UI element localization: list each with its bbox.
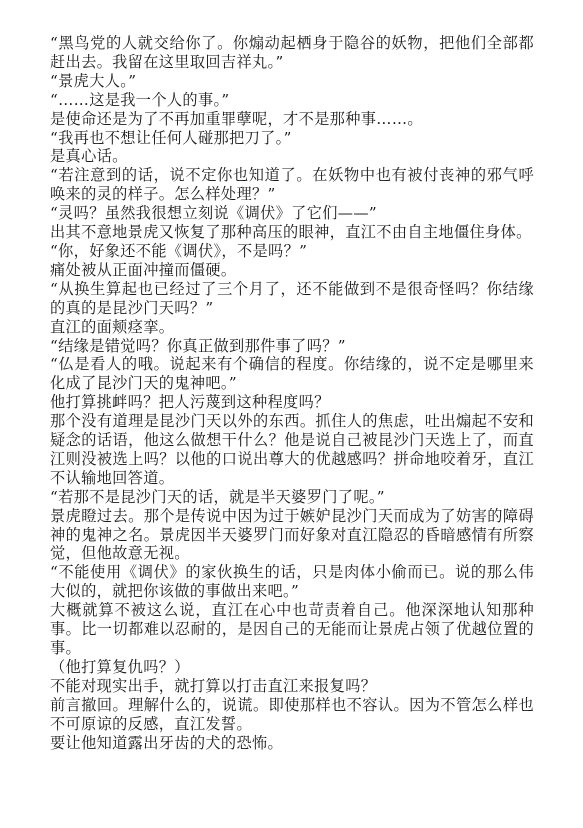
- document-page: [50, 34, 534, 752]
- paragraph: 直江的面颊痉挛。: [50, 317, 175, 336]
- paragraph: 前言撤回。理解什么的，说谎。即使那样也不容认。因为不管怎么样也不可原谅的反感，直江发誓。: [50, 695, 534, 733]
- paragraph: “从换生算起也已经过了三个月了，还不能做到不是很奇怪吗？你结缘的真的是昆沙门天吗？”: [50, 279, 534, 317]
- paragraph: 景虎瞪过去。那个是传说中因为过于嫉妒昆沙门天而成为了妨害的障碍神的鬼神之名。景虎因半天婆罗门而好象对直江隐忍的昏暗感情有所察觉，但他故意无视。: [50, 506, 534, 563]
- paragraph: “若注意到的话，说不定你也知道了。在妖物中也有被付丧神的邪气呼唤来的灵的样子。怎么样处理？”: [50, 166, 534, 204]
- paragraph: “若那不是昆沙门天的话，就是半天婆罗门了呢。”: [50, 487, 385, 506]
- paragraph: 痛处被从正面冲撞而僵硬。: [50, 260, 237, 279]
- paragraph: “结缘是错觉吗？你真正做到那件事了吗？”: [50, 336, 346, 355]
- paragraph: “灵吗？虽然我很想立刻说《调伏》了它们——”: [50, 204, 377, 223]
- paragraph: （他打算复仇吗？）: [50, 657, 190, 676]
- paragraph: “……这是我一个人的事。”: [50, 90, 230, 109]
- paragraph: “仏是看人的哦。说起来有个确信的程度。你结缘的，说不定是哪里来化成了昆沙门天的鬼神吧。”: [50, 355, 534, 393]
- paragraph: 他打算挑衅吗？把人污蔑到这种程度吗？: [50, 393, 330, 412]
- paragraph: 是真心话。: [50, 147, 128, 166]
- paragraph: 是使命还是为了不再加重罪孽呢，才不是那种事……。: [50, 109, 423, 128]
- paragraph: “黑鸟党的人就交给你了。你煽动起栖身于隐谷的妖物，把他们全部都赶出去。我留在这里取回吉祥丸。”: [50, 34, 534, 71]
- paragraph: “不能使用《调伏》的家伙换生的话，只是肉体小偷而已。说的那么伟大似的，就把你该做的事做出来吧。”: [50, 563, 534, 601]
- paragraph: 大概就算不被这么说，直江在心中也苛责着自己。他深深地认知那种事。比一切都难以忍耐的，是因自己的无能而让景虎占领了优越位置的事。: [50, 601, 534, 657]
- paragraph: 出其不意地景虎又恢复了那种高压的眼神，直江不由自主地僵住身体。: [50, 223, 532, 242]
- paragraph: 要让他知道露出牙齿的犬的恐怖。: [50, 733, 284, 752]
- paragraph: “景虎大人。”: [50, 71, 137, 90]
- paragraph: 不能对现实出手，就打算以打击直江来报复吗？: [50, 676, 377, 695]
- paragraph: 那个没有道理是昆沙门天以外的东西。抓住人的焦虑，吐出煽起不安和疑念的话语，他这么做想干什么？他是说自己被昆沙门天选上了，而直江则没被选上吗？以他的口说出尊大的优越感吗？拼命地咬着牙，直江不认输地回答道。: [50, 412, 534, 487]
- paragraph: “你，好象还不能《调伏》，不是吗？”: [50, 241, 308, 260]
- paragraph: “我再也不想让任何人碰那把刀了。”: [50, 128, 292, 147]
